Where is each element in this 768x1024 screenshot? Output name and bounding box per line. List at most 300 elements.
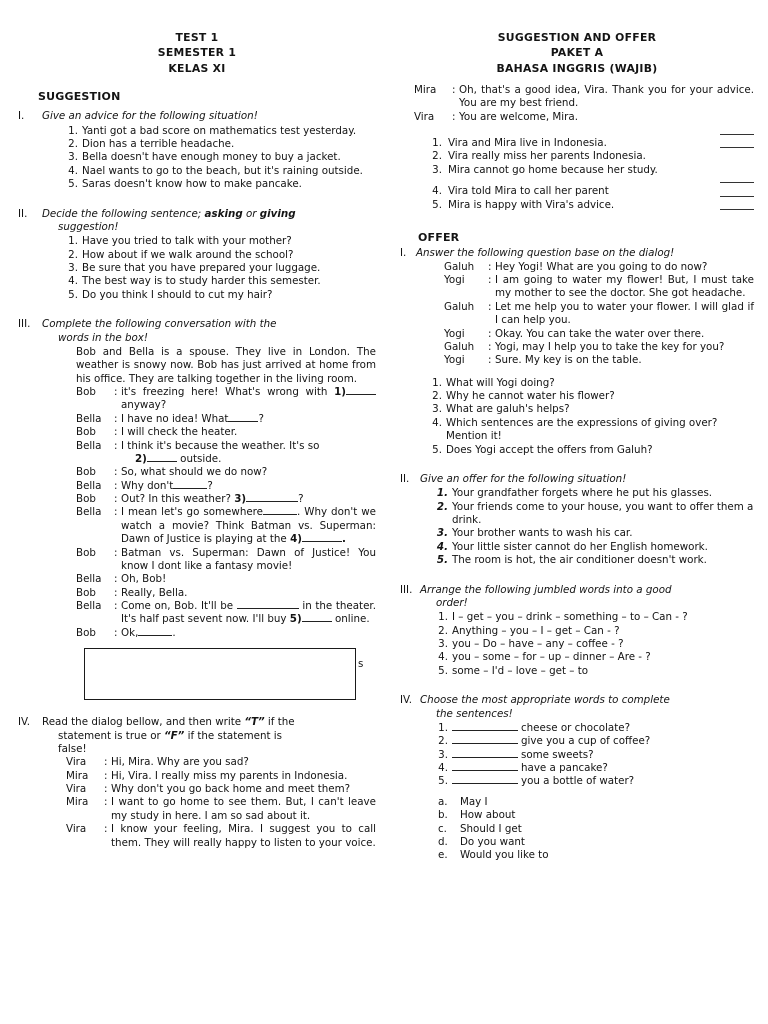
answer-blank[interactable] [452,730,518,731]
colon: : [487,274,492,287]
dialog-text [121,600,376,627]
list-item [424,417,754,444]
right-part-4-instruction [420,694,754,721]
list-item [430,775,754,788]
colon: : [104,823,108,836]
dialog-text-b: . Why don't we watch a movie? Think Batman vs. Superman: Dawn of Justice is playing at the [121,506,376,546]
dialog-line [66,756,376,769]
right-part-1-questions [416,377,754,457]
list-text: What are galuh's helps? [445,403,570,416]
list-number: 1. [68,235,78,248]
list-text: give you a cup of coffee? [520,735,651,748]
colon: : [114,626,118,639]
list-number: 4. [432,185,442,198]
list-number: 1. [438,611,448,624]
list-text: Does Yogi accept the offers from Galuh? [445,443,653,456]
dialog-text: Sure. My key is on the table. [494,354,642,367]
list-text: Nael wants to go to the beach, but it's raining outside. [82,164,363,177]
dialog-text-a: Out? In this weather? [121,493,231,506]
list-item [430,554,754,567]
colon: : [114,479,118,492]
list-text: I – get – you – drink – something – to – Can - ? [451,611,688,624]
list-number: 2. [432,150,442,163]
dialog-text: Hi, Mira. Why are you sad? [111,756,249,769]
dialog-line [76,386,376,413]
right-part-4-options [420,796,754,863]
answer-blank[interactable] [147,461,177,462]
instruction-text: Choose the most appropriate words to complete [419,694,670,707]
instruction-text: Decide the following sentence; [42,207,205,220]
option-text: May I [459,795,488,808]
stray-character: s [358,658,364,671]
tf-statement: Mira is happy with Vira's advice. [447,198,615,211]
colon: : [114,586,118,599]
instruction-continuation: words in the box! [58,331,149,344]
answer-blank[interactable] [228,421,258,422]
list-item [60,125,376,138]
dialog-line [76,413,376,426]
list-item [430,501,754,528]
right-part-3 [400,584,754,679]
speaker-name: Mira [66,769,89,782]
dialog-text-a: I mean let's go somewhere [121,506,264,519]
dialog-text-a: I have no idea! What [121,412,229,425]
dialog-line [76,627,376,640]
tf-answer-blank[interactable] [720,134,754,135]
dialog-text-b: in the theater. It's half past sevent now. I'll buy [121,600,376,626]
option-text: Should I get [459,822,522,835]
list-number: 2. [68,248,78,261]
list-item [430,665,754,678]
answer-blank[interactable] [452,783,518,784]
dialog-line [66,770,376,783]
dialog-line [66,823,376,850]
dialog-text: I will check the heater. [121,426,238,439]
dialog-text: I want to go home to see them. But, I can't leave my study in here. I am so sad about it. [111,796,376,822]
dialog-text [121,386,376,413]
dialog-text: Oh, Bob! [121,573,167,586]
colon: : [114,493,118,506]
tf-answer-blank[interactable] [720,182,754,183]
dialog-line [76,573,376,586]
list-number: 5. [438,775,448,788]
dialog-line [76,587,376,600]
option-letter: d. [437,835,448,848]
dialog-line [444,341,754,354]
speaker-name: Vira [66,756,87,769]
list-item [60,165,376,178]
right-part-4-list [420,722,754,789]
speaker-name: Bella [76,573,102,586]
tf-statement: Vira really miss her parents Indonesia. [447,150,646,163]
dialog-line [414,84,754,111]
header-semester-line: SEMESTER 1 [157,46,237,60]
dialog-text-c: online. [334,613,370,626]
list-number: 5. [438,664,448,677]
speaker-name: Bob [76,493,96,506]
answer-blank[interactable] [452,757,518,758]
list-text: some – I'd – love – get – to [451,664,589,677]
answer-blank[interactable] [173,488,207,489]
header-paket-line: PAKET A [550,46,604,60]
option-text: Would you like to [459,849,549,862]
left-part-4 [18,716,376,850]
colon: : [114,573,118,586]
list-number: 3. [432,163,442,176]
dialog-line [414,111,754,124]
speaker-name: Bob [76,626,96,639]
instruction-continuation: suggestion! [58,220,119,233]
colon: : [114,466,118,479]
list-item [430,762,754,775]
list-text: The room is hot, the air conditioner doesn't work. [451,554,707,567]
right-part-1 [400,247,754,457]
speaker-name: Bella [76,439,102,452]
instruction-text: Complete the following conversation with the [42,318,277,331]
answer-blank[interactable] [302,621,332,622]
dialog-text [121,413,376,426]
instruction-cont-b: if the statement is [184,729,283,742]
list-item [424,377,754,390]
word-box[interactable] [84,648,356,700]
list-item [424,444,754,457]
colon: : [487,300,492,313]
list-text: How about if we walk around the school? [82,248,294,261]
table-row-extra [422,212,754,221]
list-item [60,275,376,288]
blank-number: 4) [290,533,302,546]
dialog-text-b: ? [258,412,264,425]
list-text: Which sentences are the expressions of giving over? Mention it! [445,416,718,443]
speaker-name: Galuh [443,300,475,313]
list-item [430,541,754,554]
left-part-2-instruction [42,208,376,235]
list-number: 5. [68,288,78,301]
dialog-line [444,354,754,367]
galuh-yogi-dialog [416,261,754,368]
instruction-conjunction: or [242,207,260,220]
bob-bella-dialog [42,386,376,640]
dialog-text: I know your feeling, Mira. I suggest you to call them. They will really happy to listen to your voice. [111,823,376,849]
list-number: 3. [68,262,78,275]
dialog-line [76,426,376,439]
dialog-text-c: . [341,533,346,546]
left-part-4-instruction [42,716,376,756]
tf-answer-blank[interactable] [720,196,754,197]
list-item [60,262,376,275]
list-number: 5. [436,554,448,567]
list-item [430,487,754,500]
list-text: Bella doesn't have enough money to buy a jacket. [82,151,341,164]
list-number: 1. [432,137,442,150]
speaker-name: Yogi [443,274,465,287]
list-text: you – some – for – up – dinner – Are - ? [451,651,651,664]
left-part-3 [18,318,376,700]
colon: : [114,412,118,425]
left-part-4-numeral: IV. [18,716,31,729]
table-row [422,164,754,177]
dialog-line [76,506,376,546]
speaker-name: Vira [66,783,87,796]
dialog-line [76,600,376,627]
answer-blank[interactable] [138,635,172,636]
suggestion-section-title: SUGGESTION [38,89,121,103]
bob-bella-context-paragraph: Bob and Bella is a spouse. They live in London. The weather is snowy now. Bob has just arrived at home from his office. They are talking together in the living room. [76,345,376,385]
colon: : [114,546,118,559]
right-column [392,30,754,863]
right-part-2-list [420,487,754,567]
speaker-name: Vira [413,110,435,123]
dialog-line [444,301,754,328]
tf-statement: Mira cannot go home because her study. [447,163,658,176]
dialog-text-b: . [172,626,176,639]
dialog-text-a: Why don't [121,479,174,492]
instruction-cont-c: false! [58,742,87,755]
speaker-name: Bob [76,546,96,559]
list-text: Your brother wants to wash his car. [451,527,633,540]
list-text: Have you tried to talk with your mother? [82,235,292,248]
instruction-text: Read the dialog bellow, and then write [42,716,245,729]
list-number: 3. [438,748,448,761]
left-part-2-list [42,235,376,302]
dialog-text [121,440,376,467]
colon: : [114,600,118,613]
quote-T: “T” [244,716,265,729]
colon: : [104,756,108,769]
dialog-line [76,493,376,506]
speaker-name: Bob [76,426,96,439]
list-item [438,796,754,809]
blank-number: 1) [334,386,346,399]
right-part-3-instruction [420,584,754,611]
list-item [430,527,754,540]
quote-F: “F” [164,729,185,742]
list-number: 5. [432,198,442,211]
dialog-text: You are welcome, Mira. [458,110,578,123]
list-number: 2. [438,735,448,748]
dialog-text: Why don't you go back home and meet them? [111,783,351,796]
speaker-name: Bella [76,412,102,425]
option-letter: b. [437,809,448,822]
answer-blank[interactable] [246,501,298,502]
dialog-text [121,480,376,493]
dialog-text: I am going to water my flower! But, I must take my mother to see the doctor. She got headache. [494,274,754,300]
left-part-2 [18,208,376,303]
dialog-text [121,506,376,546]
dialog-text-b: ? [207,479,213,492]
list-number: 1. [438,721,448,734]
left-part-1-instruction: Give an advice for the following situation! [42,110,258,123]
list-item [430,625,754,638]
list-number: 3. [68,151,78,164]
speaker-name: Bella [76,479,102,492]
tf-answer-blank-extra[interactable] [720,209,754,210]
list-item [438,823,754,836]
right-header [400,30,754,76]
dialog-text: Hey Yogi! What are you going to do now? [494,260,708,273]
dialog-line [444,261,754,274]
colon: : [451,83,456,96]
instruction-continuation: the sentences! [435,707,513,720]
list-item [60,178,376,191]
option-letter: c. [437,822,447,835]
dialog-text: Oh, that's a good idea, Vira. Thank you for your advice. You are my best friend. [458,83,754,110]
list-number: 2. [438,624,448,637]
list-number: 1. [432,376,442,389]
list-item [60,151,376,164]
dialog-line [76,547,376,574]
dialog-text-b: outside. [180,452,222,465]
left-header [18,30,376,76]
left-part-1-list [42,125,376,192]
dialog-text: Let me help you to water your flower. I will glad if I can help you. [494,300,754,327]
colon: : [104,796,108,809]
list-text: cheese or chocolate? [520,721,631,734]
instruction-cont-a: statement is true or [58,729,164,742]
colon: : [487,327,492,340]
dialog-text: Hi, Vira. I really miss my parents in Indonesia. [111,769,348,782]
dialog-line [444,328,754,341]
dialog-text [121,627,376,640]
right-part-2-numeral: II. [399,472,410,485]
speaker-name: Yogi [443,354,465,367]
dialog-line [66,796,376,823]
list-text: Anything – you – I – get – Can - ? [451,624,620,637]
dialog-line [76,466,376,479]
list-number: 4. [438,762,448,775]
dialog-text: Yogi, may I help you to take the key for you? [494,340,725,353]
list-item [438,849,754,862]
list-number: 2. [436,500,448,513]
right-part-1-numeral: I. [399,247,407,260]
colon: : [487,340,492,353]
list-item [430,651,754,664]
dialog-text: Okay. You can take the water over there. [494,327,705,340]
header-class-line: KELAS XI [168,61,226,75]
blank-number: 5) [289,613,302,626]
speaker-name: Bob [76,386,96,399]
tf-statement: Vira and Mira live in Indonesia. [447,137,607,150]
answer-blank[interactable] [452,770,518,771]
list-number: 3. [436,527,448,540]
list-text: have a pancake? [520,762,608,775]
tf-statement: Vira told Mira to call her parent [447,185,609,198]
answer-blank[interactable] [346,394,376,395]
colon: : [487,260,492,273]
colon: : [114,386,118,399]
dialog-line [76,440,376,467]
instruction-continuation: order! [435,596,468,609]
list-text: Your grandfather forgets where he put his glasses. [451,487,713,500]
list-item [60,289,376,302]
colon: : [114,426,118,439]
two-column-layout [14,30,754,863]
colon: : [104,769,108,782]
dialog-line [444,274,754,301]
tf-answer-blank[interactable] [720,147,754,148]
list-item [424,403,754,416]
dialog-line [66,783,376,796]
dialog-line [76,480,376,493]
answer-blank[interactable] [452,743,518,744]
colon: : [487,354,492,367]
list-number: 2. [68,138,78,151]
header-topic-line: SUGGESTION AND OFFER [497,31,657,44]
speaker-name: Bob [76,586,96,599]
right-part-4 [400,694,754,863]
colon: : [114,439,118,452]
instruction-text: Arrange the following jumbled words into a good [419,583,672,596]
list-text: some sweets? [520,748,594,761]
answer-blank[interactable] [302,541,342,542]
speaker-name: Mira [66,796,89,809]
vira-mira-dialog-continued [400,84,754,124]
offer-section-title: OFFER [417,230,460,244]
list-text: Dion has a terrible headache. [82,138,235,151]
list-item [430,638,754,651]
dialog-text-b: anyway? [121,399,167,412]
speaker-name: Galuh [443,260,475,273]
left-part-1 [18,110,376,191]
vira-mira-dialog [42,756,376,850]
dialog-text-a: it's freezing here! What's wrong with [121,386,328,399]
right-part-1-instruction: Answer the following question base on the dialog! [415,247,675,260]
dialog-text: So, what should we do now? [121,466,268,479]
option-text: Do you want [459,835,525,848]
list-text: The best way is to study harder this semester. [82,275,321,288]
list-number: 3. [438,638,448,651]
list-text: Be sure that you have prepared your luggage. [82,262,321,275]
answer-blank[interactable] [263,514,297,515]
list-number: 4. [432,416,442,429]
blank-number: 3) [234,493,247,506]
list-item [424,390,754,403]
instruction-bold-asking: asking [204,207,243,220]
right-part-2-instruction: Give an offer for the following situation! [419,472,627,485]
list-text: Do you think I should to cut my hair? [82,288,273,301]
list-text: What will Yogi doing? [445,376,555,389]
dialog-text: Batman vs. Superman: Dawn of Justice! You know I dont like a fantasy movie! [121,546,376,572]
table-row [422,185,754,198]
header-subject-line: BAHASA INGGRIS (WAJIB) [496,61,658,75]
list-number: 2. [432,390,442,403]
table-row [422,199,754,212]
answer-blank[interactable] [237,608,299,609]
dialog-text-a: Come on, Bob. It'll be [121,600,234,613]
dialog-text: Really, Bella. [121,586,188,599]
instruction-bold-giving: giving [259,207,296,220]
instruction-continuation [42,730,376,743]
table-row [422,150,754,163]
speaker-name: Bella [76,600,102,613]
list-text: Yanti got a bad score on mathematics test yesterday. [82,124,357,137]
list-number: 4. [438,651,448,664]
speaker-name: Yogi [443,327,465,340]
list-text: you a bottle of water? [520,775,635,788]
speaker-name: Vira [66,823,87,836]
right-part-3-list [420,611,754,678]
colon: : [114,506,118,519]
left-part-2-numeral: II. [18,207,28,220]
list-item [60,138,376,151]
list-item [60,249,376,262]
instruction-text-b: if the [264,716,295,729]
true-false-list [400,137,754,221]
list-number: 1. [436,487,448,500]
list-item [438,836,754,849]
list-number: 1. [68,124,78,137]
list-text: Your friends come to your house, you want to offer them a drink. [451,500,754,527]
